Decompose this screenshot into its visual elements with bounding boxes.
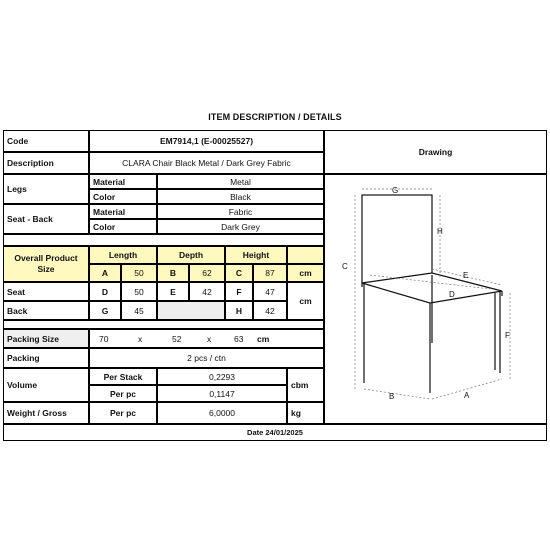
label-d: D <box>449 290 455 299</box>
weight-value: 6,0000 <box>157 402 287 424</box>
page-title: ITEM DESCRIPTION / DETAILS <box>208 112 342 122</box>
height-header-unit-cell <box>287 246 324 264</box>
seat-back-unit: cm <box>287 282 324 320</box>
per-pc-weight-label: Per pc <box>89 402 157 424</box>
packing-x2: x <box>207 333 212 344</box>
packing-length: 70 <box>99 333 109 344</box>
overall-size-label <box>3 246 89 282</box>
seat-back-material-label: Material <box>89 204 157 219</box>
label-g: G <box>392 186 399 195</box>
overall-size-label-line1: Overall Product <box>14 253 78 263</box>
packing-width: 52 <box>172 333 182 344</box>
per-pc-volume-value: 0,1147 <box>157 385 287 402</box>
overall-size-label-line2: Size <box>37 264 55 274</box>
seat-back-color-label: Color <box>89 219 157 234</box>
per-pc-volume-label: Per pc <box>89 385 157 402</box>
f-value: 47 <box>253 282 287 301</box>
d-letter: D <box>89 282 121 301</box>
a-letter: A <box>89 264 121 282</box>
seat-back-color-value: Dark Grey <box>157 219 324 234</box>
label-f: F <box>505 331 510 340</box>
packing-height: 63 <box>234 333 244 344</box>
per-stack-value: 0,2293 <box>157 368 287 385</box>
packing-size-label: Packing Size <box>3 329 89 348</box>
overall-unit: cm <box>287 264 324 282</box>
label-h: H <box>437 227 443 236</box>
b-letter: B <box>157 264 189 282</box>
seat-label: Seat <box>3 282 89 301</box>
c-letter: C <box>225 264 253 282</box>
e-value: 42 <box>189 282 225 301</box>
weight-unit: kg <box>287 402 324 424</box>
a-value: 50 <box>121 264 157 282</box>
packing-unit: cm <box>257 333 270 344</box>
depth-header: Depth <box>157 246 225 264</box>
packing-value: 2 pcs / ctn <box>89 348 324 368</box>
volume-unit: cbm <box>287 368 324 402</box>
back-empty-cell <box>157 301 225 320</box>
label-a: A <box>464 391 470 400</box>
h-letter: H <box>225 301 253 320</box>
seat-back-label: Seat - Back <box>3 204 89 234</box>
legs-material-label: Material <box>89 174 157 189</box>
g-letter: G <box>89 301 121 320</box>
label-b: B <box>389 392 395 401</box>
h-value: 42 <box>253 301 287 320</box>
code-label: Code <box>3 130 89 152</box>
legs-color-value: Black <box>157 189 324 204</box>
label-c: C <box>342 262 348 271</box>
description-value: CLARA Chair Black Metal / Dark Grey Fabric <box>89 152 324 174</box>
d-value: 50 <box>121 282 157 301</box>
volume-label: Volume <box>3 368 89 402</box>
b-value: 62 <box>189 264 225 282</box>
per-stack-label: Per Stack <box>89 368 157 385</box>
back-label: Back <box>3 301 89 320</box>
chair-outline <box>362 195 502 393</box>
label-e: E <box>463 271 469 280</box>
chair-drawing <box>330 165 545 415</box>
packing-size-value-cell <box>89 329 324 348</box>
legs-color-label: Color <box>89 189 157 204</box>
g-value: 45 <box>121 301 157 320</box>
spacer-row-2 <box>3 320 324 329</box>
description-label: Description <box>3 152 89 174</box>
f-letter: F <box>225 282 253 301</box>
seat-back-material-value: Fabric <box>157 204 324 219</box>
legs-material-value: Metal <box>157 174 324 189</box>
date-footer: Date 24/01/2025 <box>3 424 547 441</box>
drawing-header: Drawing <box>324 130 547 174</box>
code-value: EM7914,1 (E-00025527) <box>89 130 324 152</box>
e-letter: E <box>157 282 189 301</box>
weight-label: Weight / Gross <box>3 402 89 424</box>
packing-x1: x <box>138 333 143 344</box>
packing-label: Packing <box>3 348 89 368</box>
c-value: 87 <box>253 264 287 282</box>
length-header: Length <box>89 246 157 264</box>
height-header: Height <box>225 246 287 264</box>
legs-label: Legs <box>3 174 89 204</box>
spacer-row <box>3 234 324 246</box>
